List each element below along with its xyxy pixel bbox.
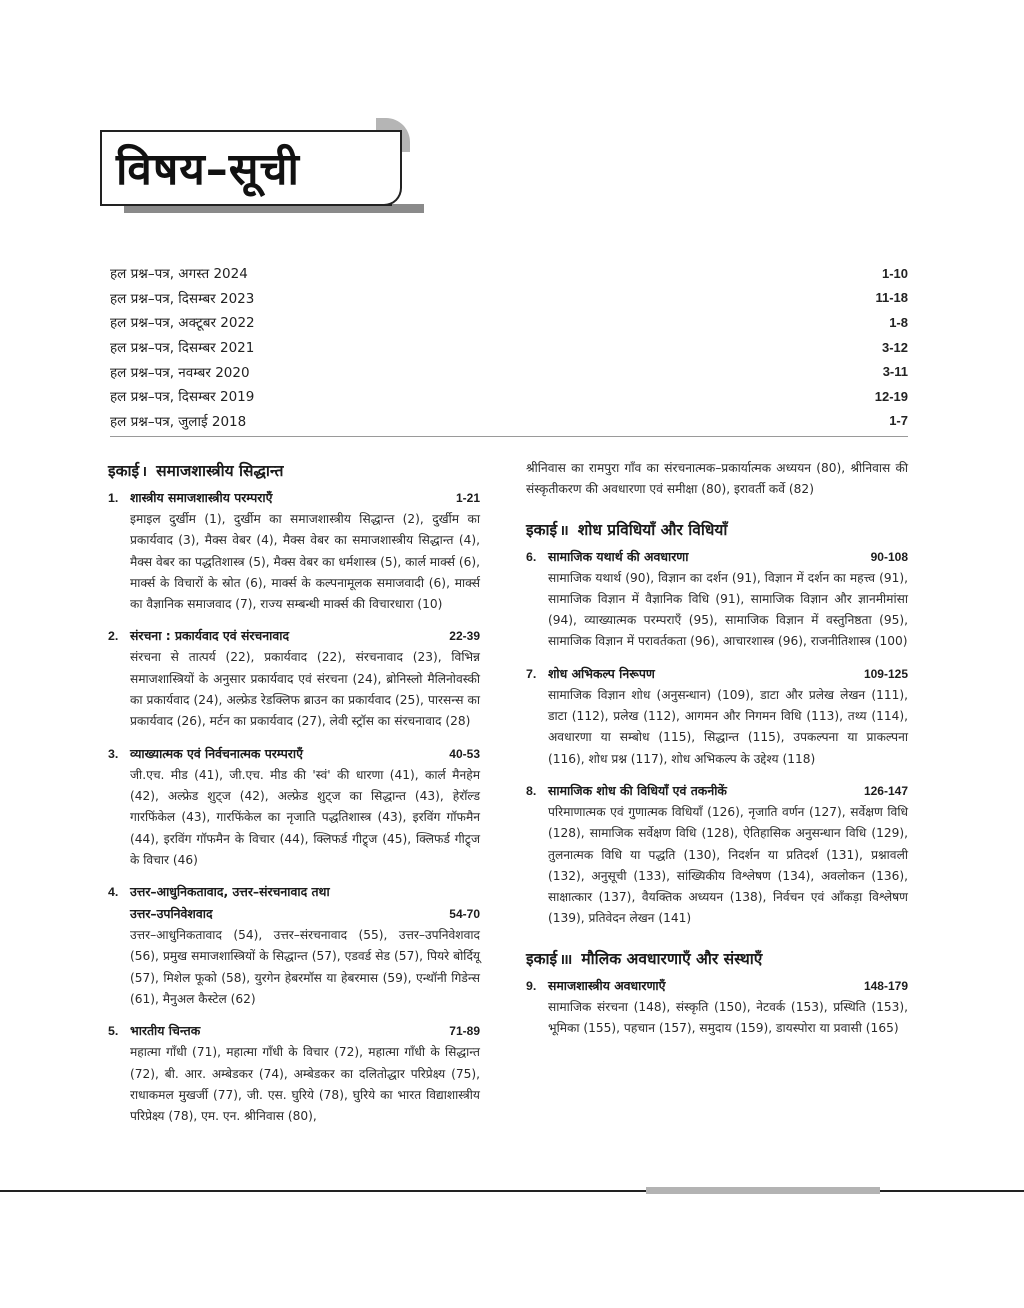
solved-papers-list [110, 261, 908, 433]
paper-pages: 12-19 [874, 388, 908, 404]
chapter-number: 4. [108, 885, 119, 900]
chapter-7 [526, 663, 908, 770]
chapter-pages: 90-108 [870, 549, 908, 564]
chapter-1 [108, 487, 480, 615]
footer-accent-bar [646, 1187, 880, 1194]
contents-right-column [526, 458, 908, 1049]
paper-row [110, 359, 908, 384]
chapter-number: 5. [108, 1024, 119, 1039]
unit-title: समाजशास्त्रीय सिद्धान्त [156, 462, 284, 480]
paper-label: हल प्रश्न–पत्र, नवम्बर 2020 [110, 364, 250, 381]
banner-frame [100, 130, 392, 206]
chapter-number: 2. [108, 629, 119, 644]
paper-label: हल प्रश्न–पत्र, अगस्त 2024 [110, 266, 248, 283]
unit-prefix: इकाई [108, 462, 140, 480]
unit-heading-3 [526, 946, 908, 973]
chapter-4 [108, 881, 480, 1010]
chapter-9 [526, 975, 908, 1040]
chapter-topics: महात्मा गाँधी (71), महात्मा गाँधी के विचार (72), महात्मा गाँधी के सिद्धान्त (72), बी. आर. अम्बेडकर (74), अम्बेडकर का दलितोद्धार परिप्रेक्ष्य (75), राधाकमल मुखर्जी (77), जी. एस. घुरिये (78), घुरिये का भारत विद्याशास्त्रीय परिप्रेक्ष्य (78), एम. एन. श्रीनिवास (80), [130, 1045, 480, 1124]
chapter-title-line-2: उत्तर–उपनिवेशवाद [130, 906, 213, 922]
paper-row [110, 286, 908, 311]
unit-roman: I [143, 464, 147, 479]
chapter-3 [108, 743, 480, 871]
chapter-number: 7. [526, 666, 537, 681]
paper-label: हल प्रश्न–पत्र, अक्टूबर 2022 [110, 315, 255, 332]
chapter-pages: 109-125 [863, 666, 908, 681]
paper-row [110, 261, 908, 286]
divider [110, 436, 908, 437]
chapter-topics: इमाइल दुर्खीम (1), दुर्खीम का समाजशास्त्रीय सिद्धान्त (2), दुर्खीम का प्रकार्यवाद (3), मैक्स वेबर (4), मैक्स वेबर का समाजशास्त्रीय सिद्धान्त (4), मैक्स वेबर का पद्धतिशास्त्र (5), मैक्स वेबर का धर्मशास्त्र (5), कार्ल मार्क्स (6), मार्क्स के विचारों के स्रोत (6), मार्क्स के कल्पनामूलक समाजवादी (6), मार्क्स का वैज्ञानिक समाजवाद (7), राज्य सम्बन्धी मार्क्स की विचारधारा (10) [130, 512, 480, 612]
chapter-pages: 54-70 [449, 907, 480, 922]
chapter-pages: 71-89 [449, 1024, 480, 1039]
unit-title: शोध प्रविधियाँ और विधियाँ [577, 520, 728, 539]
chapter-title: व्याख्यात्मक एवं निर्वचनात्मक परम्पराएँ [130, 745, 303, 761]
unit-heading-1 [108, 458, 480, 485]
paper-label: हल प्रश्न–पत्र, जुलाई 2018 [110, 413, 247, 430]
contents-left-column [108, 458, 480, 1138]
chapter-2 [108, 625, 480, 732]
paper-pages: 11-18 [875, 290, 908, 306]
chapter-title: शास्त्रीय समाजशास्त्रीय परम्पराएँ [130, 490, 273, 505]
unit-prefix: इकाई [526, 949, 558, 968]
chapter-topics: जी.एच. मीड (41), जी.एच. मीड की 'स्वं' की धारणा (41), कार्ल मैनहेम (42), अल्फ्रेड शुट्ज (42), अल्फ्रेड शुट्ज का सिद्धान्त (43), हेरॉल्ड गारफिंकेल (43), गारफिंकेल का नृजाति पद्धतिशास्त्र (43), इरविंग गॉफमैन (44), इरविंग गॉफमैन के विचार (44), क्लिफर्ड गीट्र्ज (45), क्लिफर्ड गीट्र्ज के विचार (46) [130, 767, 480, 867]
unit-heading-2 [526, 517, 908, 544]
paper-pages: 1-7 [889, 413, 908, 429]
chapter-title: समाजशास्त्रीय अवधारणाएँ [548, 977, 666, 993]
page-title: विषय–सूची [116, 144, 300, 195]
chapter-title: भारतीय चिन्तक [130, 1023, 201, 1039]
paper-pages: 3-11 [882, 364, 908, 380]
chapter-title: सामाजिक यथार्थ की अवधारणा [548, 548, 689, 564]
unit-roman: II [561, 522, 569, 538]
chapter-number: 8. [526, 783, 537, 798]
unit-roman: III [561, 951, 572, 967]
chapter-pages: 40-53 [449, 746, 480, 761]
chapter-number: 3. [108, 746, 119, 761]
chapter-topics: उत्तर–आधुनिकतावाद (54), उत्तर–संरचनावाद (55), उत्तर–उपनिवेशवाद (56), प्रमुख समाजशास्त्रियों के सिद्धान्त (57), एडवर्ड सेड (57), पियरे बोर्दियू (57), मिशेल फूको (58), युरगेन हेबरमॉस या हेबरमास (59), एन्थॉनी गिडेन्स (61), मैनुअल कैस्टेल (62) [130, 928, 480, 1007]
chapter-pages: 126-147 [863, 783, 908, 798]
paper-label: हल प्रश्न–पत्र, दिसम्बर 2019 [110, 389, 255, 406]
chapter-topics: संरचना से तात्पर्य (22), प्रकार्यवाद (22), संरचनावाद (23), विभिन्न समाजशास्त्रियों के अनुसार प्रकार्यवाद एवं संरचना (24), ब्रोनिस्लो मैलिनोवस्की का प्रकार्यवाद (24), अल्फ्रेड रेडक्लिफ ब्राउन का प्रकार्यवाद (25), पारसन्स का प्रकार्यवाद (26), मर्टन का प्रकार्यवाद (27), लेवी स्ट्रॉस का संरचनावाद (28) [130, 650, 480, 729]
chapter-topics: सामाजिक यथार्थ (90), विज्ञान का दर्शन (91), विज्ञान में दर्शन का महत्त्व (91), सामाजिक विज्ञान में वैज्ञानिक विधि (91), सामाजिक विज्ञान और ज्ञानमीमांसा (94), व्याख्यात्मक परम्पराएँ (95), सामाजिक विज्ञान में वस्तुनिष्ठता (95), सामाजिक विज्ञान में परावर्तकता (96), आचारशास्त्र (96), राजनीतिशास्त्र (100) [548, 570, 908, 649]
chapter-title: संरचना : प्रकार्यवाद एवं संरचनावाद [130, 628, 290, 644]
chapter-number: 6. [526, 549, 537, 564]
paper-row [110, 310, 908, 335]
chapter-5-topics-continued: श्रीनिवास का रामपुरा गाँव का संरचनात्मक–प्रकार्यात्मक अध्ययन (80), श्रीनिवास की संस्कृतीकरण की अवधारणा एवं समीक्षा (80), इरावर्ती कर्वे (82) [526, 461, 908, 497]
paper-row [110, 409, 908, 434]
chapter-pages: 1-21 [455, 491, 480, 505]
chapter-6 [526, 546, 908, 653]
chapter-title: शोध अभिकल्प निरूपण [548, 665, 655, 681]
paper-pages: 1-10 [881, 265, 908, 281]
title-banner [100, 112, 420, 220]
paper-row [110, 384, 908, 409]
chapter-pages: 148-179 [863, 978, 908, 993]
unit-prefix: इकाई [526, 520, 558, 539]
paper-label: हल प्रश्न–पत्र, दिसम्बर 2023 [110, 290, 255, 307]
chapter-title: उत्तर–आधुनिकतावाद, उत्तर–संरचनावाद तथा [130, 884, 330, 900]
paper-row [110, 335, 908, 360]
chapter-title: सामाजिक शोध की विधियाँ एवं तकनीकें [548, 782, 727, 798]
chapter-topics: सामाजिक संरचना (148), संस्कृति (150), नेटवर्क (153), प्रस्थिति (153), भूमिका (155), पहचान (157), समुदाय (159), डायस्पोरा या प्रवासी (165) [548, 999, 908, 1036]
paper-label: हल प्रश्न–पत्र, दिसम्बर 2021 [110, 340, 255, 357]
paper-pages: 1-8 [889, 314, 908, 330]
chapter-number: 9. [526, 978, 537, 993]
unit-title: मौलिक अवधारणाएँ और संस्थाएँ [581, 949, 763, 968]
chapter-topics: सामाजिक विज्ञान शोध (अनुसन्धान) (109), डाटा और प्रलेख लेखन (111), डाटा (112), प्रलेख (112), आगमन और निगमन विधि (113), तथ्य (114), अवधारणा या सम्बोध (115), सिद्धान्त (115), उपकल्पना या प्राकल्पना (116), शोध प्रश्न (117), शोध अभिकल्प के उद्देश्य (118) [548, 687, 908, 766]
chapter-pages: 22-39 [449, 629, 480, 644]
paper-pages: 3-12 [881, 339, 908, 355]
chapter-8 [526, 780, 908, 930]
chapter-number: 1. [108, 491, 119, 505]
chapter-topics: परिमाणात्मक एवं गुणात्मक विधियाँ (126), नृजाति वर्णन (127), सर्वेक्षण विधि (128), सामाजिक सर्वेक्षण विधि (128), ऐतिहासिक अनुसन्धान विधि (129), तुलनात्मक विधि या पद्धति (130), निदर्शन या प्रतिदर्श (131), प्रश्नावली (132), अनुसूची (133), सांख्यिकीय विश्लेषण (134), अवलोकन (136), साक्षात्कार (137), वैयक्तिक अध्ययन (138), निर्वचन एवं आँकड़ा विश्लेषण (139), प्रतिवेदन लेखन (141) [548, 804, 908, 926]
chapter-5 [108, 1020, 480, 1127]
